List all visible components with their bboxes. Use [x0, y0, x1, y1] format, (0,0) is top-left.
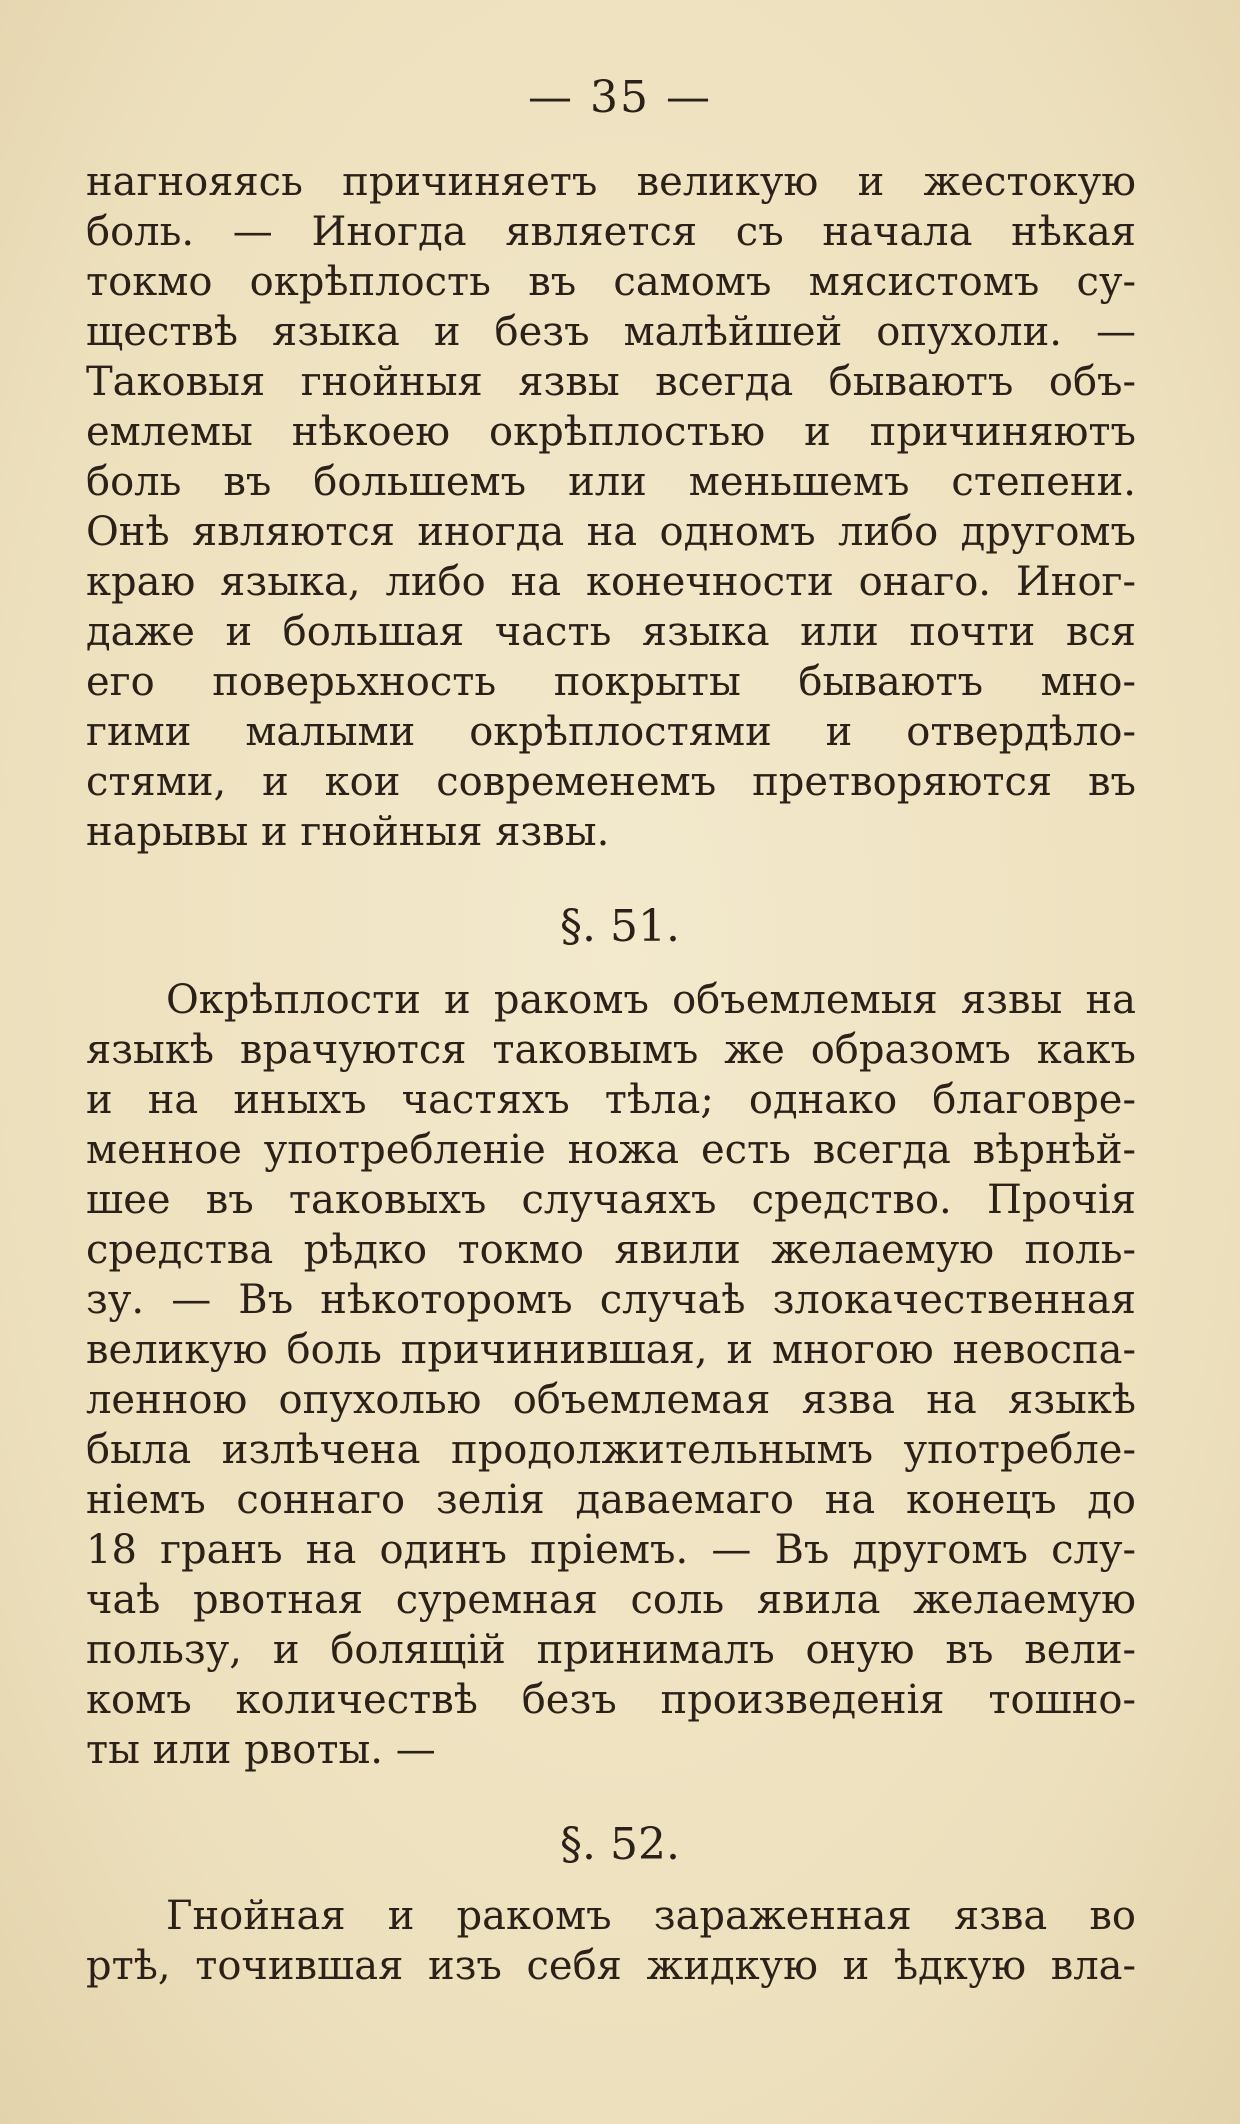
text-line: чаѣ рвотная суремная соль явила желаемую — [86, 1577, 1136, 1623]
text-line: Онѣ являются иногда на одномъ либо другомъ — [86, 509, 1136, 555]
text-line: даже и большая часть языка или почти вся — [86, 609, 1136, 655]
text-line: языкѣ врачуются таковымъ же образомъ какъ — [86, 1027, 1136, 1073]
text-line: Окрѣплости и ракомъ объемлемыя язвы на — [166, 977, 1136, 1023]
text-line: шее въ таковыхъ случаяхъ средство. Прочія — [86, 1177, 1136, 1223]
text-line: Таковыя гнойныя язвы всегда бываютъ объ- — [86, 359, 1136, 405]
text-line: емлемы нѣкоею окрѣплостью и причиняютъ — [86, 409, 1136, 455]
text-line: Гнойная и ракомъ зараженная язва во — [166, 1893, 1136, 1939]
text-line: ртѣ, точившая изъ себя жидкую и ѣдкую вла- — [86, 1943, 1136, 1989]
text-line: средства рѣдко токмо явили желаемую поль- — [86, 1227, 1136, 1273]
section-heading: §. 52. — [560, 1819, 680, 1870]
text-line: зу. — Въ нѣкоторомъ случаѣ злокачественная — [86, 1277, 1136, 1323]
text-line: токмо окрѣплость въ самомъ мясистомъ су- — [86, 259, 1136, 305]
text-line: и на иныхъ частяхъ тѣла; однако благовре- — [86, 1077, 1136, 1123]
text-line: ществѣ языка и безъ малѣйшей опухоли. — — [86, 309, 1136, 355]
text-line: ленною опухолью объемлемая язва на языкѣ — [86, 1377, 1136, 1423]
text-line: комъ количествѣ безъ произведенія тошно- — [86, 1677, 1136, 1723]
page-number: — 35 — — [528, 72, 712, 123]
text-line: гими малыми окрѣплостями и отвердѣло- — [86, 709, 1136, 755]
section-heading: §. 51. — [560, 901, 680, 952]
text-line: его поверьхность покрыты бываютъ мно- — [86, 659, 1136, 705]
text-line: боль. — Иногда является съ начала нѣкая — [86, 209, 1136, 255]
text-line: нагнояясь причиняетъ великую и жестокую — [86, 159, 1136, 205]
text-line: менное употребленіе ножа есть всегда вѣрнѣй- — [86, 1127, 1136, 1173]
text-line: стями, и кои современемъ претворяются въ — [86, 759, 1136, 805]
text-line: ніемъ соннаго зелія даваемаго на конецъ до — [86, 1477, 1136, 1523]
text-line: ты или рвоты. — — [86, 1727, 436, 1773]
text-line: была излѣчена продолжительнымъ употребле- — [86, 1427, 1136, 1473]
text-line: пользу, и болящій принималъ оную въ вели- — [86, 1627, 1136, 1673]
text-line: краю языка, либо на конечности онаго. Иног- — [86, 559, 1136, 605]
text-line: нарывы и гнойныя язвы. — [86, 809, 610, 855]
text-line: боль въ большемъ или меньшемъ степени. — [86, 459, 1136, 505]
text-line: 18 гранъ на одинъ пріемъ. — Въ другомъ слу- — [86, 1527, 1136, 1573]
text-line: великую боль причинившая, и многою невоспа- — [86, 1327, 1136, 1373]
